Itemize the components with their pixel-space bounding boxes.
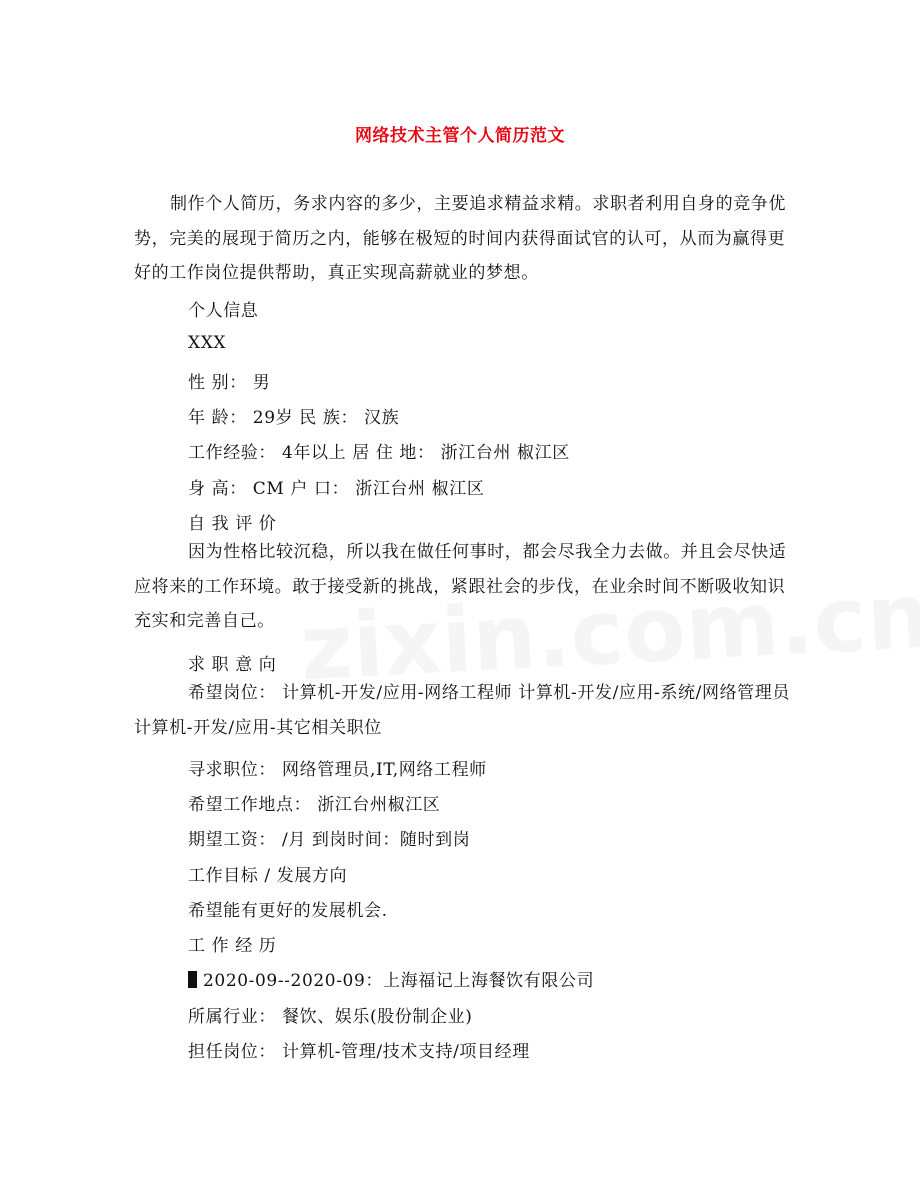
salary-start-line: 期望工资： /月 到岗时间：随时到岗 <box>188 830 471 850</box>
bullet-block-icon <box>188 971 197 988</box>
goal-text: 希望能有更好的发展机会. <box>188 901 388 921</box>
document-title: 网络技术主管个人简历范文 <box>355 126 565 146</box>
role-line: 担任岗位： 计算机-管理/技术支持/项目经理 <box>188 1042 530 1062</box>
candidate-name: XXX <box>188 333 227 353</box>
job-entry-line <box>188 966 594 991</box>
goal-heading: 工作目标 / 发展方向 <box>188 866 348 886</box>
industry-line: 所属行业： 餐饮、娱乐(股份制企业) <box>188 1007 473 1027</box>
job-intention-heading: 求 职 意 向 <box>188 655 277 675</box>
work-experience-heading: 工 作 经 历 <box>188 936 277 956</box>
age-ethnicity-line: 年 龄： 29岁 民 族： 汉族 <box>188 408 400 428</box>
job-period-company: 2020-09--2020-09：上海福记上海餐饮有限公司 <box>203 971 595 991</box>
self-evaluation-heading: 自 我 评 价 <box>188 514 277 534</box>
personal-info-heading: 个人信息 <box>188 301 259 321</box>
gender-line: 性 别： 男 <box>188 373 271 393</box>
self-evaluation-text: 因为性格比较沉稳，所以我在做任何事时，都会尽我全力去做。并且会尽快适应将来的工作环境。敢于接受新的挑战，紧跟社会的步伐，在业余时间不断吸收知识充实和完善自己。 <box>134 542 787 631</box>
intro-paragraph: 制作个人简历，务求内容的多少，主要追求精益求精。求职者利用自身的竞争优势，完美的展现于简历之内，能够在极短的时间内获得面试官的认可，从而为赢得更好的工作岗位提供帮助，真正实现高薪就业的梦想。 <box>134 194 786 283</box>
experience-residence-line: 工作经验： 4年以上 居 住 地： 浙江台州 椒江区 <box>188 443 570 463</box>
desired-location-line: 希望工作地点： 浙江台州椒江区 <box>188 795 441 815</box>
desired-position-text: 希望岗位： 计算机-开发/应用-网络工程师 计算机-开发/应用-系统/网络管理员 计算机-开发/应用-其它相关职位 <box>134 683 790 738</box>
sought-position-line: 寻求职位： 网络管理员,IT,网络工程师 <box>188 760 487 780</box>
height-hukou-line: 身 高： CM 户 口： 浙江台州 椒江区 <box>188 479 485 499</box>
